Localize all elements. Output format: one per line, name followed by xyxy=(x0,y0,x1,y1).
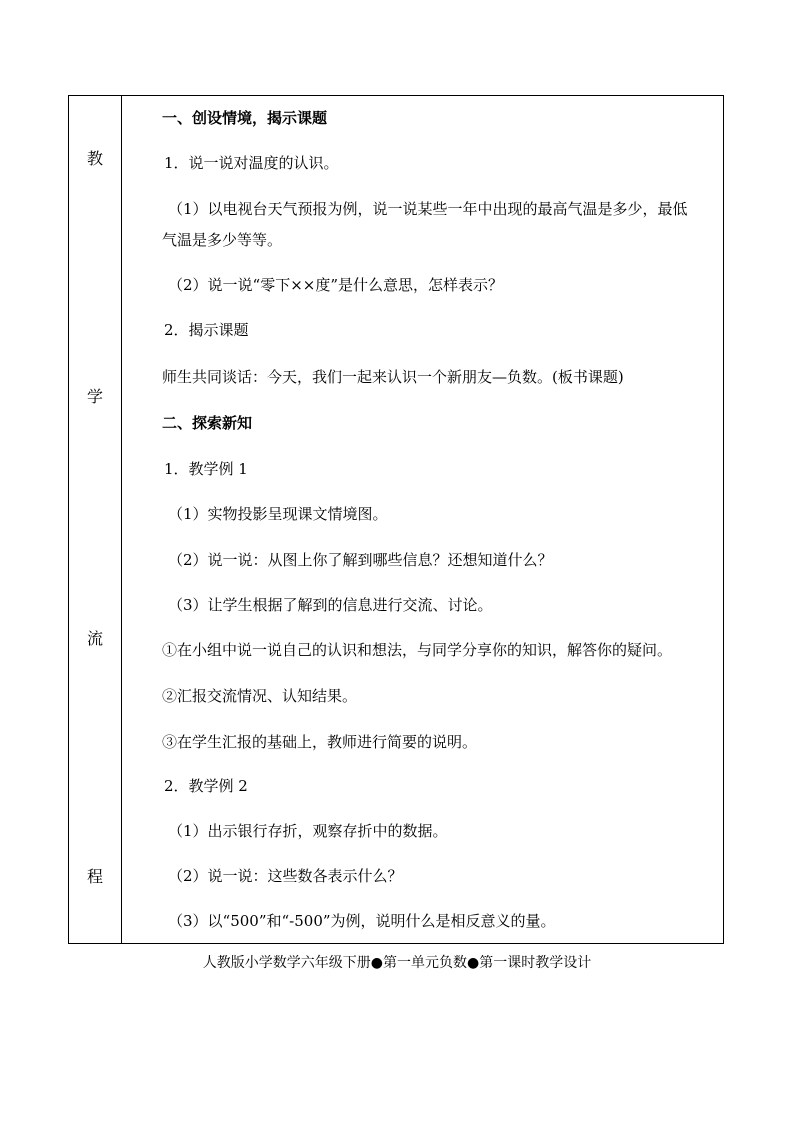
paragraph: 1．说一说对温度的认识。 xyxy=(164,154,339,172)
paragraph: 2．教学例 2 xyxy=(164,777,248,795)
paragraph: （2）说一说：从图上你了解到哪些信息？还想知道什么？ xyxy=(168,551,553,569)
paragraph: （2）说一说“零下××度”是什么意思，怎样表示？ xyxy=(168,276,504,294)
paragraph: （1）出示银行存折，观察存折中的数据。 xyxy=(168,822,448,840)
paragraph: ①在小组中说一说自己的认识和想法，与同学分享你的知识，解答你的疑问。 xyxy=(162,641,673,659)
section-heading: 二、探索新知 xyxy=(162,414,253,432)
paragraph: （3）让学生根据了解到的信息进行交流、讨论。 xyxy=(168,596,493,614)
paragraph: （1）以电视台天气预报为例，说一说某些一年中出现的最高气温是多少，最低 xyxy=(168,200,688,218)
paragraph: ②汇报交流情况、认知结果。 xyxy=(162,687,358,705)
paragraph: ③在学生汇报的基础上，教师进行简要的说明。 xyxy=(162,733,478,751)
column-divider xyxy=(121,96,122,943)
paragraph: 师生共同谈话：今天，我们一起来认识一个新朋友—负数。(板书课题) xyxy=(162,368,624,386)
section-heading: 一、创设情境，揭示课题 xyxy=(162,109,328,127)
side-label-char: 学 xyxy=(86,387,103,406)
side-label-char: 流 xyxy=(86,629,103,648)
paragraph: 气温是多少等等。 xyxy=(162,231,283,249)
page-footer: 人教版小学数学六年级下册●第一单元负数●第一课时教学设计 xyxy=(202,955,592,971)
lesson-table xyxy=(68,95,724,944)
paragraph: 1．教学例 1 xyxy=(164,460,248,478)
side-label-char: 程 xyxy=(86,867,103,886)
paragraph: （1）实物投影呈现课文情境图。 xyxy=(168,505,388,523)
side-label-char: 教 xyxy=(86,149,103,168)
paragraph: （3）以“500”和“-500”为例，说明什么是相反意义的量。 xyxy=(168,912,556,930)
paragraph: （2）说一说：这些数各表示什么？ xyxy=(168,867,403,885)
paragraph: 2．揭示课题 xyxy=(164,321,249,339)
